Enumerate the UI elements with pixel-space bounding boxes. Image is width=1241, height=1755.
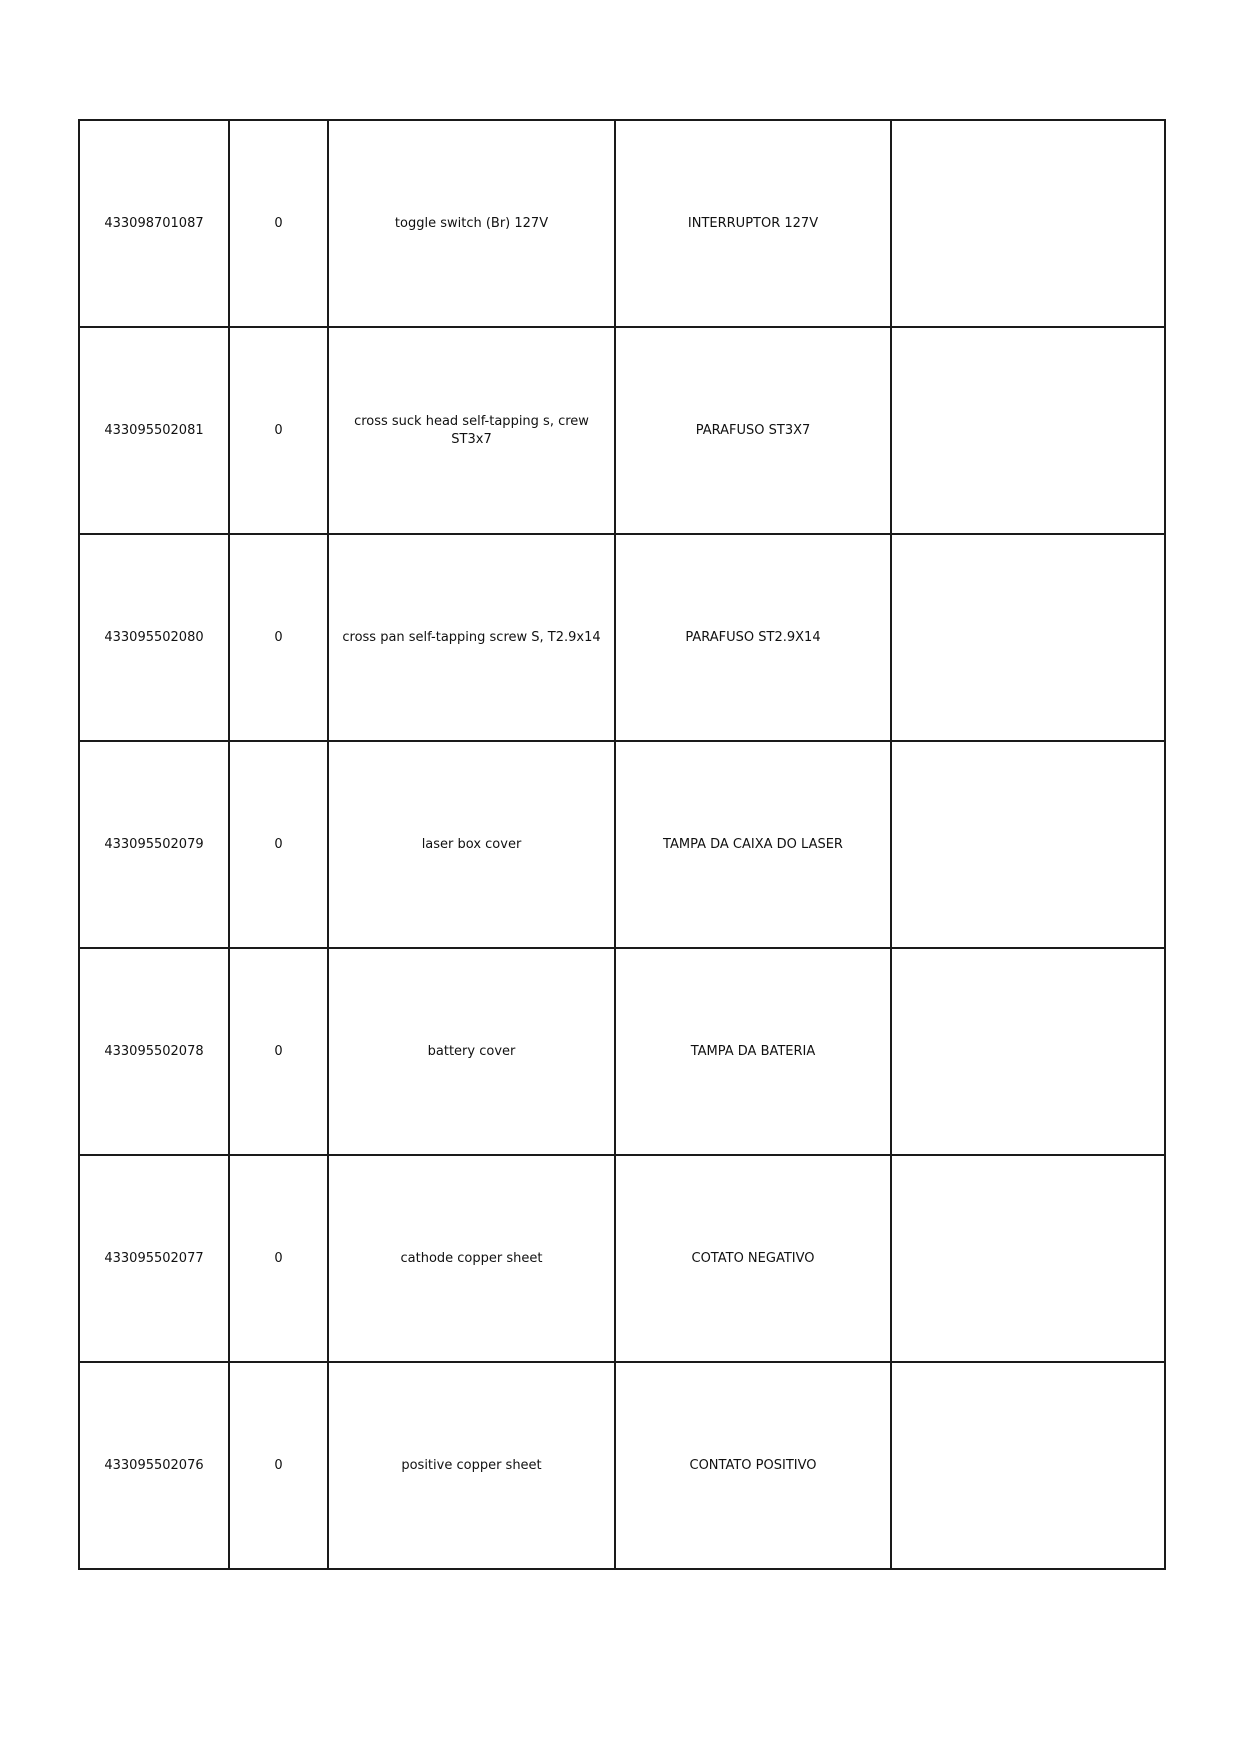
empty-cell (891, 120, 1165, 327)
table-row (79, 534, 1165, 741)
description-pt-cell: PARAFUSO ST3X7 (615, 327, 891, 534)
quantity-cell: 0 (229, 1362, 328, 1569)
description-en-cell: cross suck head self-tapping s, crew ST3x7 (328, 327, 615, 534)
quantity-cell: 0 (229, 534, 328, 741)
description-pt-cell: INTERRUPTOR 127V (615, 120, 891, 327)
table-row (79, 327, 1165, 534)
empty-cell (891, 534, 1165, 741)
description-en-cell: laser box cover (328, 741, 615, 948)
table-row (79, 120, 1165, 327)
description-en-cell: cathode copper sheet (328, 1155, 615, 1362)
empty-cell (891, 1155, 1165, 1362)
quantity-cell: 0 (229, 327, 328, 534)
description-pt-cell: COTATO NEGATIVO (615, 1155, 891, 1362)
empty-cell (891, 327, 1165, 534)
part-code-cell: 433095502079 (79, 741, 229, 948)
description-pt-cell: CONTATO POSITIVO (615, 1362, 891, 1569)
part-code-cell: 433095502076 (79, 1362, 229, 1569)
parts-table (78, 119, 1166, 1570)
quantity-cell: 0 (229, 948, 328, 1155)
table-row (79, 741, 1165, 948)
part-code-cell: 433095502077 (79, 1155, 229, 1362)
description-en-cell: positive copper sheet (328, 1362, 615, 1569)
empty-cell (891, 1362, 1165, 1569)
description-en-cell: battery cover (328, 948, 615, 1155)
description-pt-cell: PARAFUSO ST2.9X14 (615, 534, 891, 741)
table-row (79, 1155, 1165, 1362)
table-row (79, 1362, 1165, 1569)
empty-cell (891, 741, 1165, 948)
part-code-cell: 433095502078 (79, 948, 229, 1155)
quantity-cell: 0 (229, 741, 328, 948)
description-pt-cell: TAMPA DA BATERIA (615, 948, 891, 1155)
part-code-cell: 433095502081 (79, 327, 229, 534)
description-en-cell: cross pan self-tapping screw S, T2.9x14 (328, 534, 615, 741)
part-code-cell: 433098701087 (79, 120, 229, 327)
table-row (79, 948, 1165, 1155)
description-en-cell: toggle switch (Br) 127V (328, 120, 615, 327)
quantity-cell: 0 (229, 120, 328, 327)
description-pt-cell: TAMPA DA CAIXA DO LASER (615, 741, 891, 948)
quantity-cell: 0 (229, 1155, 328, 1362)
part-code-cell: 433095502080 (79, 534, 229, 741)
empty-cell (891, 948, 1165, 1155)
